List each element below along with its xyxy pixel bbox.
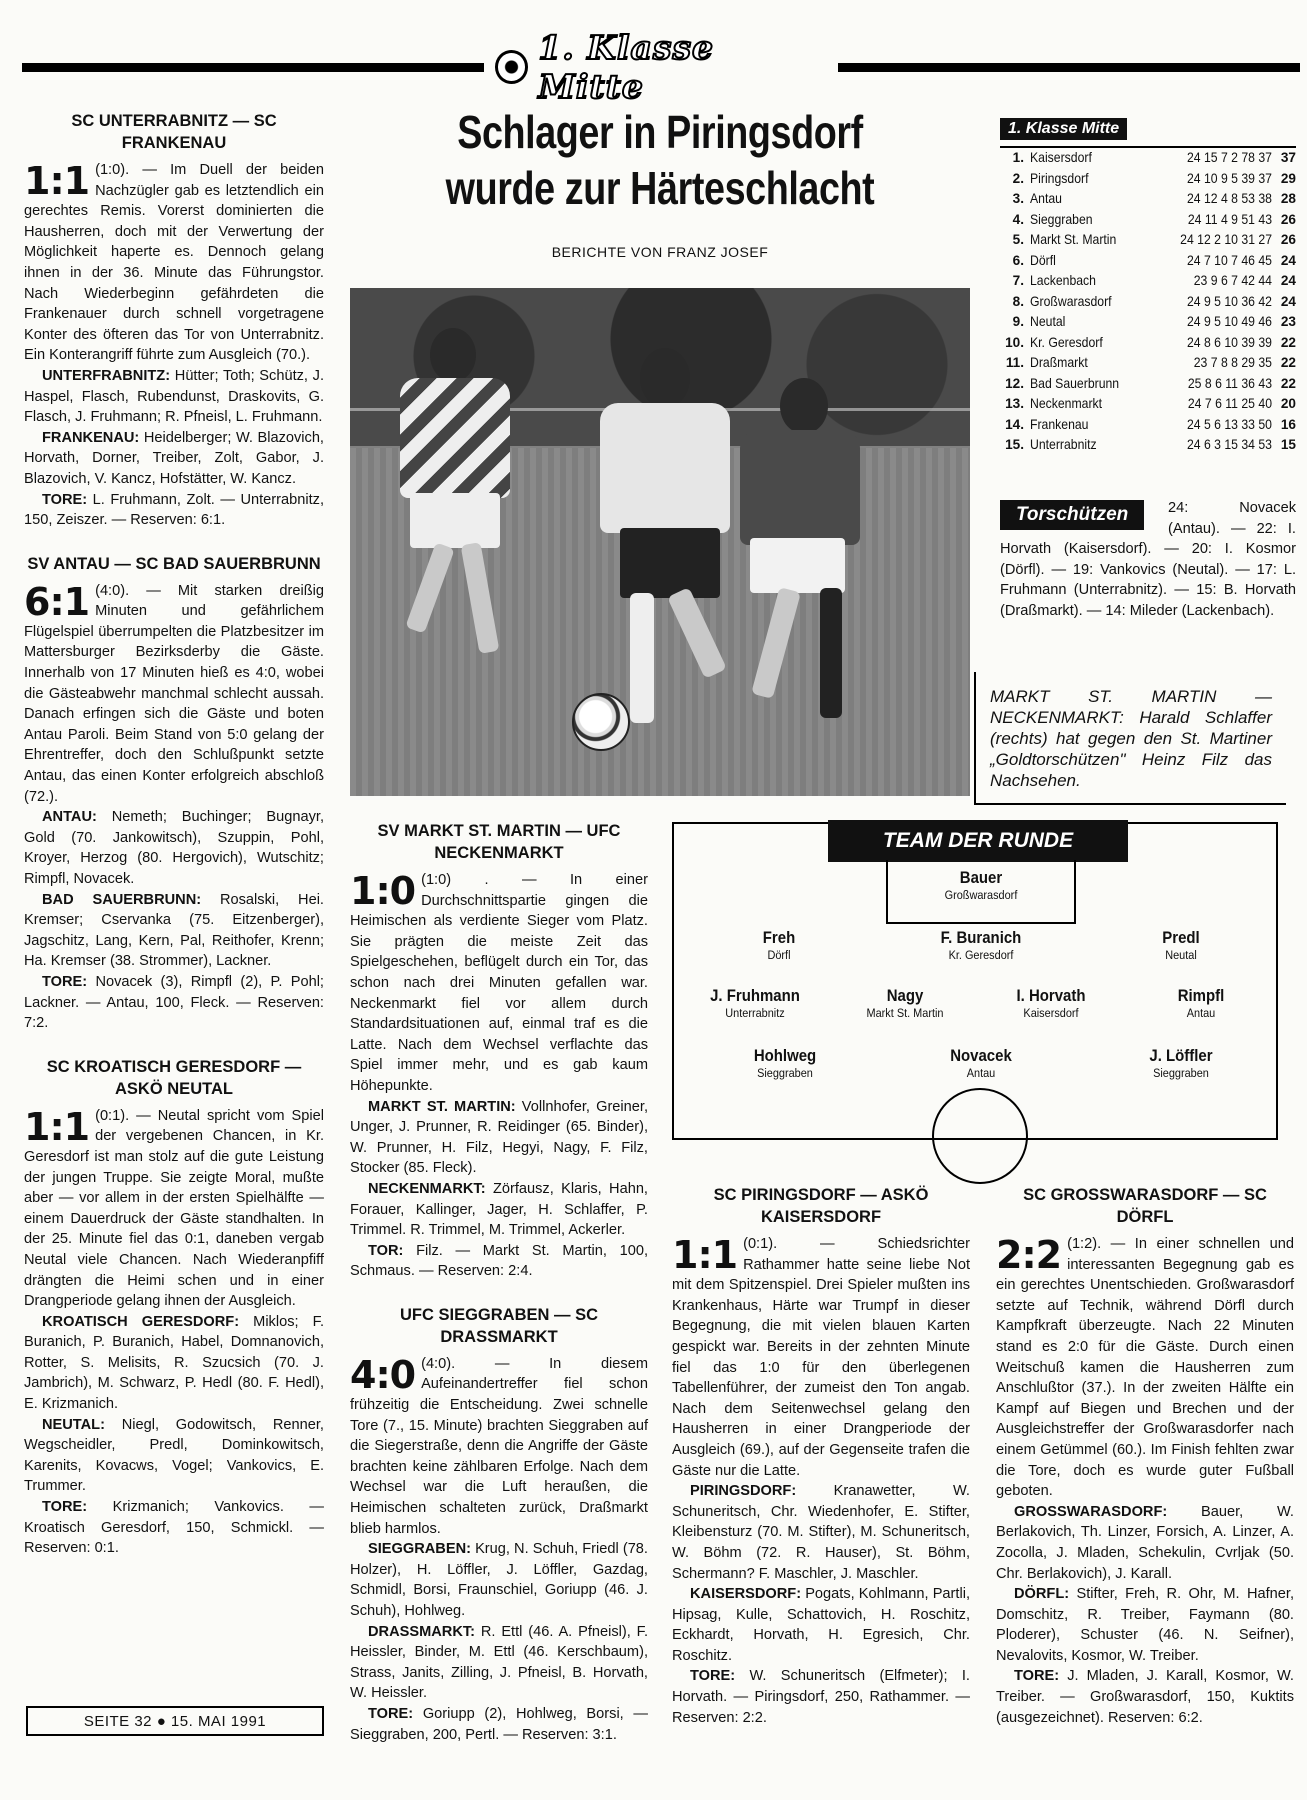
table-cell-team: Sieggraben — [1030, 211, 1093, 227]
table-cell-stats: 24 9 5 10 36 42 — [1186, 293, 1272, 309]
table-cell-rank: 5. — [1012, 232, 1024, 247]
table-row — [1000, 435, 1296, 456]
scorers-title: Torschützen — [1000, 500, 1144, 530]
team-of-the-round — [672, 822, 1278, 1140]
team-title: TEAM DER RUNDE — [828, 820, 1128, 862]
top-rule-left — [22, 63, 484, 72]
table-cell-stats: 24 5 6 13 33 50 — [1186, 416, 1272, 432]
match-title: SC GROSSWARASDORF — SC DÖRFL — [1023, 1186, 1267, 1226]
player-midfielder: Rimpfl Antau — [1177, 986, 1225, 1020]
table-cell-stats: 24 12 2 10 31 27 — [1180, 232, 1272, 247]
table-cell-stats: 24 15 7 2 78 37 — [1186, 150, 1272, 165]
lineup-home: PIRINGSDORF: Kranawetter, W. Schuneritsch, Chr. Wiedenhofer, E. Stifter, Kleibensturz (70. M. Stifter), M. Schuneritsch, W. Böhm (72. R. Hauser), St. Böhm, Schermann? F. Maschler, J. Maschler. — [672, 1483, 970, 1582]
table-cell-team: Markt St. Martin — [1030, 232, 1117, 247]
lineup-home: UNTERFRABNITZ: Hütter; Toth; Schütz, J. Haspel, Flasch, Rubendunst, Draskovits, G. Flasch, J. Fruhmann; R. Pfneisl, L. Fruhmann. — [24, 367, 324, 426]
league-table — [1000, 146, 1296, 456]
table-cell-team: Unterrabnitz — [1030, 437, 1097, 452]
column-bottom-center — [672, 1184, 970, 1728]
match-report — [24, 553, 324, 1034]
lineup-away: NEUTAL: Niegl, Godowitsch, Renner, Wegscheidler, Predl, Dominkowitsch, Karenits, Kovacws, Vogel; Vankovics, E. Trummer. — [24, 1416, 324, 1495]
lineup-home: GROSSWARASDORF: Bauer, W. Berlakovich, Th. Linzer, Forsich, A. Linzer, A. Zocolla, J. Mladen, Schekulin, Cvrljak (50. Chr. Berlakovich), J. Karall. — [996, 1503, 1294, 1582]
player-goalkeeper: Bauer Großwarasdorf — [944, 868, 1018, 902]
player-midfielder: J. Fruhmann Unterrabnitz — [710, 986, 800, 1020]
lineup-home: KROATISCH GERESDORF: Miklos; F. Buranich, P. Buranich, Habel, Domnanovich, Rotter, S. Melisits, R. Szucsich (70. J. Jambrich), M. Schwarz, P. Hedl (80. F. Hedl), E. Krizmanich. — [24, 1313, 324, 1413]
table-cell-team: Großwarasdorf — [1030, 293, 1112, 309]
scorers-text: 24: Novacek (Antau). — 22: I. Horvath (Kaisersdorf). — 20: I. Kosmor (Dörfl). — 19: Vankovics (Neutal). — 17: L. Fruhmann (Unterrabnitz). — 15: B. Horvath (Draßmarkt). — 14: Mileder (Lackenbach). — [1000, 500, 1296, 619]
table-cell-pts: 24 — [1280, 293, 1296, 309]
table-cell-pts: 23 — [1280, 314, 1296, 329]
table-cell-team: Neckenmarkt — [1030, 396, 1103, 411]
table-cell-stats: 24 12 4 8 53 38 — [1186, 191, 1272, 206]
photo-football — [572, 693, 630, 751]
goals: TORE: W. Schuneritsch (Elfmeter); I. Horvath. — Piringsdorf, 250, Rathammer. — Reserven: 2:2. — [672, 1668, 970, 1726]
table-row — [1000, 374, 1296, 395]
table-cell-rank: 14. — [1005, 416, 1024, 432]
match-photo — [350, 288, 970, 796]
photo-caption: MARKT ST. MARTIN — NECKENMARKT: Harald Schlaffer (rechts) hat gegen den St. Martiner „Goldtorschützen" Heinz Filz das Nachsehen. — [974, 672, 1286, 805]
table-cell-stats: 24 8 6 10 39 39 — [1186, 334, 1272, 350]
page-footer: SEITE 32 ● 15. MAI 1991 — [26, 1706, 324, 1736]
match-report — [350, 1304, 648, 1745]
player-defender: F. Buranich Kr. Geresdorf — [940, 928, 1022, 962]
table-title: 1. Klasse Mitte — [1000, 118, 1127, 140]
match-score: 6:1 — [24, 579, 90, 624]
player-defender: Predl Neutal — [1162, 928, 1200, 962]
table-cell-stats: 24 9 5 10 49 46 — [1186, 314, 1272, 329]
match-report — [24, 110, 324, 531]
player-forward: J. Löffler Sieggraben — [1149, 1046, 1213, 1080]
match-title: SV MARKT ST. MARTIN — UFC NECKENMARKT — [377, 822, 621, 862]
match-title: SC PIRINGSDORF — ASKÖ KAISERSDORF — [713, 1186, 929, 1226]
lineup-away: DRASSMARKT: R. Ettl (46. A. Pfneisl), F. Heissler, Binder, M. Ettl (46. Kerschbaum), Strass, Janits, Zilling, J. Pfneisl, B. Horvath, W. Heissler. — [350, 1623, 648, 1702]
table-cell-rank: 15. — [1005, 437, 1024, 452]
table-cell-pts: 29 — [1280, 170, 1296, 186]
match-title: SC KROATISCH GERESDORF — ASKÖ NEUTAL — [46, 1057, 302, 1098]
table-cell-team: Draßmarkt — [1030, 355, 1088, 370]
table-cell-team: Piringsdorf — [1030, 170, 1089, 186]
table-row — [1000, 415, 1296, 436]
table-row — [1000, 230, 1296, 251]
table-cell-pts: 26 — [1280, 211, 1296, 227]
table-cell-team: Lackenbach — [1030, 273, 1096, 288]
match-score: 1:1 — [672, 1233, 738, 1277]
lineup-home: SIEGGRABEN: Krug, N. Schuh, Friedl (78. Holzer), H. Löffler, J. Löffler, Gazdag, Schmidl, Borsi, Fraunschiel, Goriupp (46. J. Schuh), Hohlweg. — [350, 1541, 648, 1619]
table-row — [1000, 394, 1296, 415]
table-cell-stats: 24 10 9 5 39 37 — [1186, 170, 1272, 186]
table-cell-pts: 26 — [1280, 232, 1296, 247]
table-cell-rank: 13. — [1005, 396, 1024, 411]
match-text: 1:1 (0:1). — Neutal spricht vom Spiel der vergebenen Chancen, in Kr. Geresdorf ist man stolz auf die gute Leistung der jungen Truppe. Sie zeigte Moral, mußte aber — vor allem in der ersten Spielhälfte — einem Dauerdruck der Gäste standhalten. In der 25. Minute fiel das 0:1, daneben vergab Neutal viele Chancen. Nach Wiederanpfiff drängten die Heimi schen und in einer Drangperiode gelang ihnen der Ausgleich. — [24, 1104, 324, 1310]
match-text: 1:1 (1:0). — Im Duell der beiden Nachzügler gab es letztendlich ein gerechtes Remis. Vorerst dominierten die Hausherren, doch mit der Verwertung der Möglichkeit haperte es. Dennoch gelang ihnen in der 36. Minute das Führungstor. Nach Wiederbeginn gefährdeten die Frankenauer durch schnell vorgetragene Konter des öfteren das Tor von Unterrabnitz. Ein Konterangriff führte zum Ausgleich (70.). — [24, 159, 324, 364]
player-forward: Novacek Antau — [950, 1046, 1012, 1080]
table-cell-team: Antau — [1030, 191, 1062, 206]
top-rule-right — [838, 63, 1300, 72]
table-cell-rank: 8. — [1012, 293, 1024, 309]
byline: BERICHTE VON FRANZ JOSEF — [551, 244, 769, 260]
table-cell-team: Kaisersdorf — [1030, 150, 1092, 165]
lineup-away: NECKENMARKT: Zörfausz, Klaris, Hahn, Forauer, Kallinger, Jager, H. Schlaffer, P. Trimmel. R. Trimmel, M. Trimmel, Ackerler. — [350, 1180, 648, 1239]
match-report — [350, 820, 648, 1282]
table-cell-rank: 2. — [1012, 170, 1024, 186]
table-row — [1000, 251, 1296, 272]
table-cell-pts: 37 — [1280, 150, 1296, 165]
table-row — [1000, 271, 1296, 292]
match-text: 1:1 (0:1). — Schiedsrichter Rathammer hatte seine liebe Not mit dem Spitzenspiel. Drei Spieler mußten ins Krankenhaus, Härte war Trumpf in dieser Begegnung, die mit vielen blauen Karten gespickt war. Bereits in der zehnten Minute fiel das 1:0 für den überlegenen Tabellenführer, der zumeist den Ton angab. Nach dem Seitenwechsel gelang den Hausherren in einer Drangperiode der Ausgleich (69.), auf der Gegenseite trafen die Gäste nur die Latte. — [672, 1233, 970, 1479]
lineup-away: BAD SAUERBRUNN: Rosalski, Hei. Kremser; Cservanka (75. Eitzenberger), Jagschitz, Lang, Kern, Pal, Reithofer, Krenn; Ha. Kremser (38. Strommer), Lackner. — [24, 891, 324, 970]
column-middle — [350, 820, 648, 1745]
match-title: UFC SIEGGRABEN — SC DRASSMARKT — [399, 1305, 599, 1346]
column-bottom-right — [996, 1184, 1294, 1728]
table-row — [1000, 148, 1296, 169]
table-cell-stats: 24 7 10 7 46 45 — [1186, 252, 1272, 268]
goals: TOR: Filz. — Markt St. Martin, 100, Schmaus. — Reserven: 2:4. — [350, 1242, 648, 1280]
table-cell-rank: 1. — [1012, 150, 1024, 165]
match-report — [996, 1184, 1294, 1728]
table-cell-pts: 24 — [1280, 252, 1296, 268]
table-cell-rank: 10. — [1005, 334, 1024, 350]
match-text: 6:1 (4:0). — Mit starken dreißig Minuten und gefährlichem Flügelspiel überrumpelten die Platzbesitzer im Mattersburger Bezirksderby die Gäste. Innerhalb von 17 Minuten hieß es 4:0, wobei die Gästeabwehr manchmal schlecht aussah. Danach erfingen sich die Gäste und boten Antau Paroli. Beim Stand von 5:0 gelang der Ehrentreffer, doch den Schlußpunkt setzte Antau, das einen Konter erfolgreich abschloß (72.). — [24, 579, 324, 805]
table-cell-pts: 22 — [1280, 375, 1296, 391]
goals: TORE: L. Fruhmann, Zolt. — Unterrabnitz, 150, Zeiszer. — Reserven: 6:1. — [24, 491, 324, 529]
goals: TORE: Krizmanich; Vankovics. — Kroatisch Geresdorf, 150, Schmickl. — Reserven: 0:1. — [24, 1499, 324, 1557]
match-score: 1:1 — [24, 1104, 90, 1149]
column-left — [24, 110, 324, 1559]
goals: TORE: J. Mladen, J. Karall, Kosmor, W. Treiber. — Großwarasdorf, 150, Kuktits (ausgezeichnet). Reserven: 6:2. — [996, 1668, 1294, 1726]
table-cell-pts: 22 — [1280, 355, 1296, 370]
table-cell-pts: 22 — [1280, 334, 1296, 350]
table-cell-stats: 24 6 3 15 34 53 — [1186, 437, 1272, 452]
section-title — [495, 28, 825, 106]
table-row — [1000, 312, 1296, 333]
table-cell-pts: 24 — [1280, 273, 1296, 288]
match-report — [672, 1184, 970, 1728]
match-text: 1:0 (1:0) . — In einer Durchschnittspartie gingen die Heimischen als verdiente Sieger vom Platz. Sie prägten die meiste Zeit das Spielgeschehen, beflügelt durch ein Tor, das schon nach drei Minuten gefallen war. Neckenmarkt fiel vor allem durch Standardsituationen auf, einmal traf es die Latte. Nach dem Wechsel verflachte das Spiel immer mehr, und es gab kaum Höhepunkte. — [350, 869, 648, 1094]
table-cell-pts: 20 — [1280, 396, 1296, 411]
table-cell-pts: 15 — [1280, 437, 1296, 452]
table-cell-rank: 9. — [1012, 314, 1024, 329]
player-midfielder: Nagy Markt St. Martin — [866, 986, 944, 1020]
table-cell-stats: 24 11 4 9 51 43 — [1187, 211, 1272, 227]
table-row — [1000, 169, 1296, 190]
match-score: 2:2 — [996, 1233, 1062, 1277]
match-score: 1:1 — [24, 159, 90, 203]
match-title: SC UNTERRABNITZ — SC FRANKENAU — [71, 112, 277, 152]
lineup-away: FRANKENAU: Heidelberger; W. Blazovich, Horvath, Dorner, Treiber, Zolt, Gabor, J. Blazovich, V. Kancz, Hofstätter, W. Kancz. — [24, 429, 324, 487]
table-row — [1000, 189, 1296, 210]
match-score: 4:0 — [350, 1352, 416, 1397]
table-cell-rank: 4. — [1012, 211, 1024, 227]
table-row — [1000, 333, 1296, 354]
table-row — [1000, 210, 1296, 231]
lineup-away: DÖRFL: Stifter, Freh, R. Ohr, M. Hafner, Domschitz, R. Treiber, Faymann (80. Ploderer), Schuster (46. N. Seifner), Nevalovits, Kosmor, W. Treiber. — [996, 1586, 1294, 1664]
lineup-home: MARKT ST. MARTIN: Vollnhofer, Greiner, Unger, J. Prunner, R. Reidinger (65. Binder), W. Prunner, H. Filz, Hegyi, Nagy, F. Filz, Stocker (85. Fleck). — [350, 1098, 648, 1177]
goals: TORE: Goriupp (2), Hohlweg, Borsi, — Sieggraben, 200, Pertl. — Reserven: 3:1. — [350, 1705, 648, 1743]
match-text: 2:2 (1:2). — In einer schnellen und interessanten Begegnung gab es ein gerechtes Unentschieden. Großwarasdorf setzte auf Technik, während Dörfl durch Kampfkraft überzeugte. Nach 22 Minuten stand es 2:0 für die Gäste. Durch einen Weitschuß kamen die Hausherren zum Anschlußtor (37.). In der zweiten Hälfte ein Kampf auf Biegen und Brechen und der Ausgleichstreffer der Großwarasdorfer nach einem Getümmel (60.). Im Finish fehlten zwar die Tore, doch es wurde guter Fußball geboten. — [996, 1233, 1294, 1500]
match-report — [24, 1056, 324, 1559]
section-title-text: 1. Klasse Mitte — [538, 28, 715, 106]
table-cell-pts: 28 — [1280, 191, 1296, 206]
table-cell-stats: 23 7 8 8 29 35 — [1193, 355, 1272, 370]
goals: TORE: Novacek (3), Rimpfl (2), P. Pohl; Lackner. — Antau, 100, Fleck. — Reserven: 7:2. — [24, 973, 324, 1032]
table-cell-team: Frankenau — [1030, 416, 1089, 432]
table-cell-team: Bad Sauerbrunn — [1030, 375, 1120, 391]
player-forward: Hohlweg Sieggraben — [753, 1046, 817, 1080]
table-cell-stats: 24 7 6 11 25 40 — [1187, 396, 1272, 411]
player-midfielder: I. Horvath Kaisersdorf — [1016, 986, 1086, 1020]
table-cell-pts: 16 — [1280, 416, 1296, 432]
match-score: 1:0 — [350, 869, 416, 913]
table-cell-team: Dörfl — [1030, 252, 1056, 268]
table-cell-stats: 25 8 6 11 36 43 — [1187, 375, 1272, 391]
center-circle — [932, 1088, 1028, 1184]
lineup-away: KAISERSDORF: Pogats, Kohlmann, Partli, Hipsag, Kulle, Schattovich, H. Roschitz, Eckhardt, Horvath, H. Egresich, Chr. Roschitz. — [672, 1586, 970, 1664]
table-cell-rank: 3. — [1012, 191, 1024, 206]
player-defender: Freh Dörfl — [762, 928, 796, 962]
table-cell-rank: 6. — [1012, 252, 1024, 268]
table-row — [1000, 353, 1296, 374]
match-text: 4:0 (4:0). — In diesem Aufeinandertreffer fiel schon frühzeitig die Entscheidung. Zwei schnelle Tore (7., 15. Minute) brachten Sieggraben auf die Siegerstraße, denn die Angriffe der Gäste brachten keine zählbaren Erfolge. Nach dem Wechsel war die Luft heraußen, die Heimischen schalteten zurück, Draßmarkt blieb harmlos. — [350, 1352, 648, 1537]
table-cell-rank: 7. — [1012, 273, 1024, 288]
table-cell-team: Neutal — [1030, 314, 1066, 329]
table-cell-rank: 11. — [1005, 355, 1024, 370]
table-row — [1000, 292, 1296, 313]
match-title: SV ANTAU — SC BAD SAUERBRUNN — [27, 554, 321, 573]
football-icon — [495, 50, 528, 84]
table-cell-rank: 12. — [1005, 375, 1024, 391]
headline: Schlager in Piringsdorf wurde zur Härteschlacht — [445, 106, 875, 214]
table-cell-team: Kr. Geresdorf — [1030, 334, 1103, 350]
lineup-home: ANTAU: Nemeth; Buchinger; Bugnayr, Gold (70. Jankowitsch), Szuppin, Pohl, Kroyer, Herzog (80. Hergovich), Wutschitz; Rimpfl, Novacek. — [24, 809, 324, 887]
table-cell-stats: 23 9 6 7 42 44 — [1193, 273, 1272, 288]
